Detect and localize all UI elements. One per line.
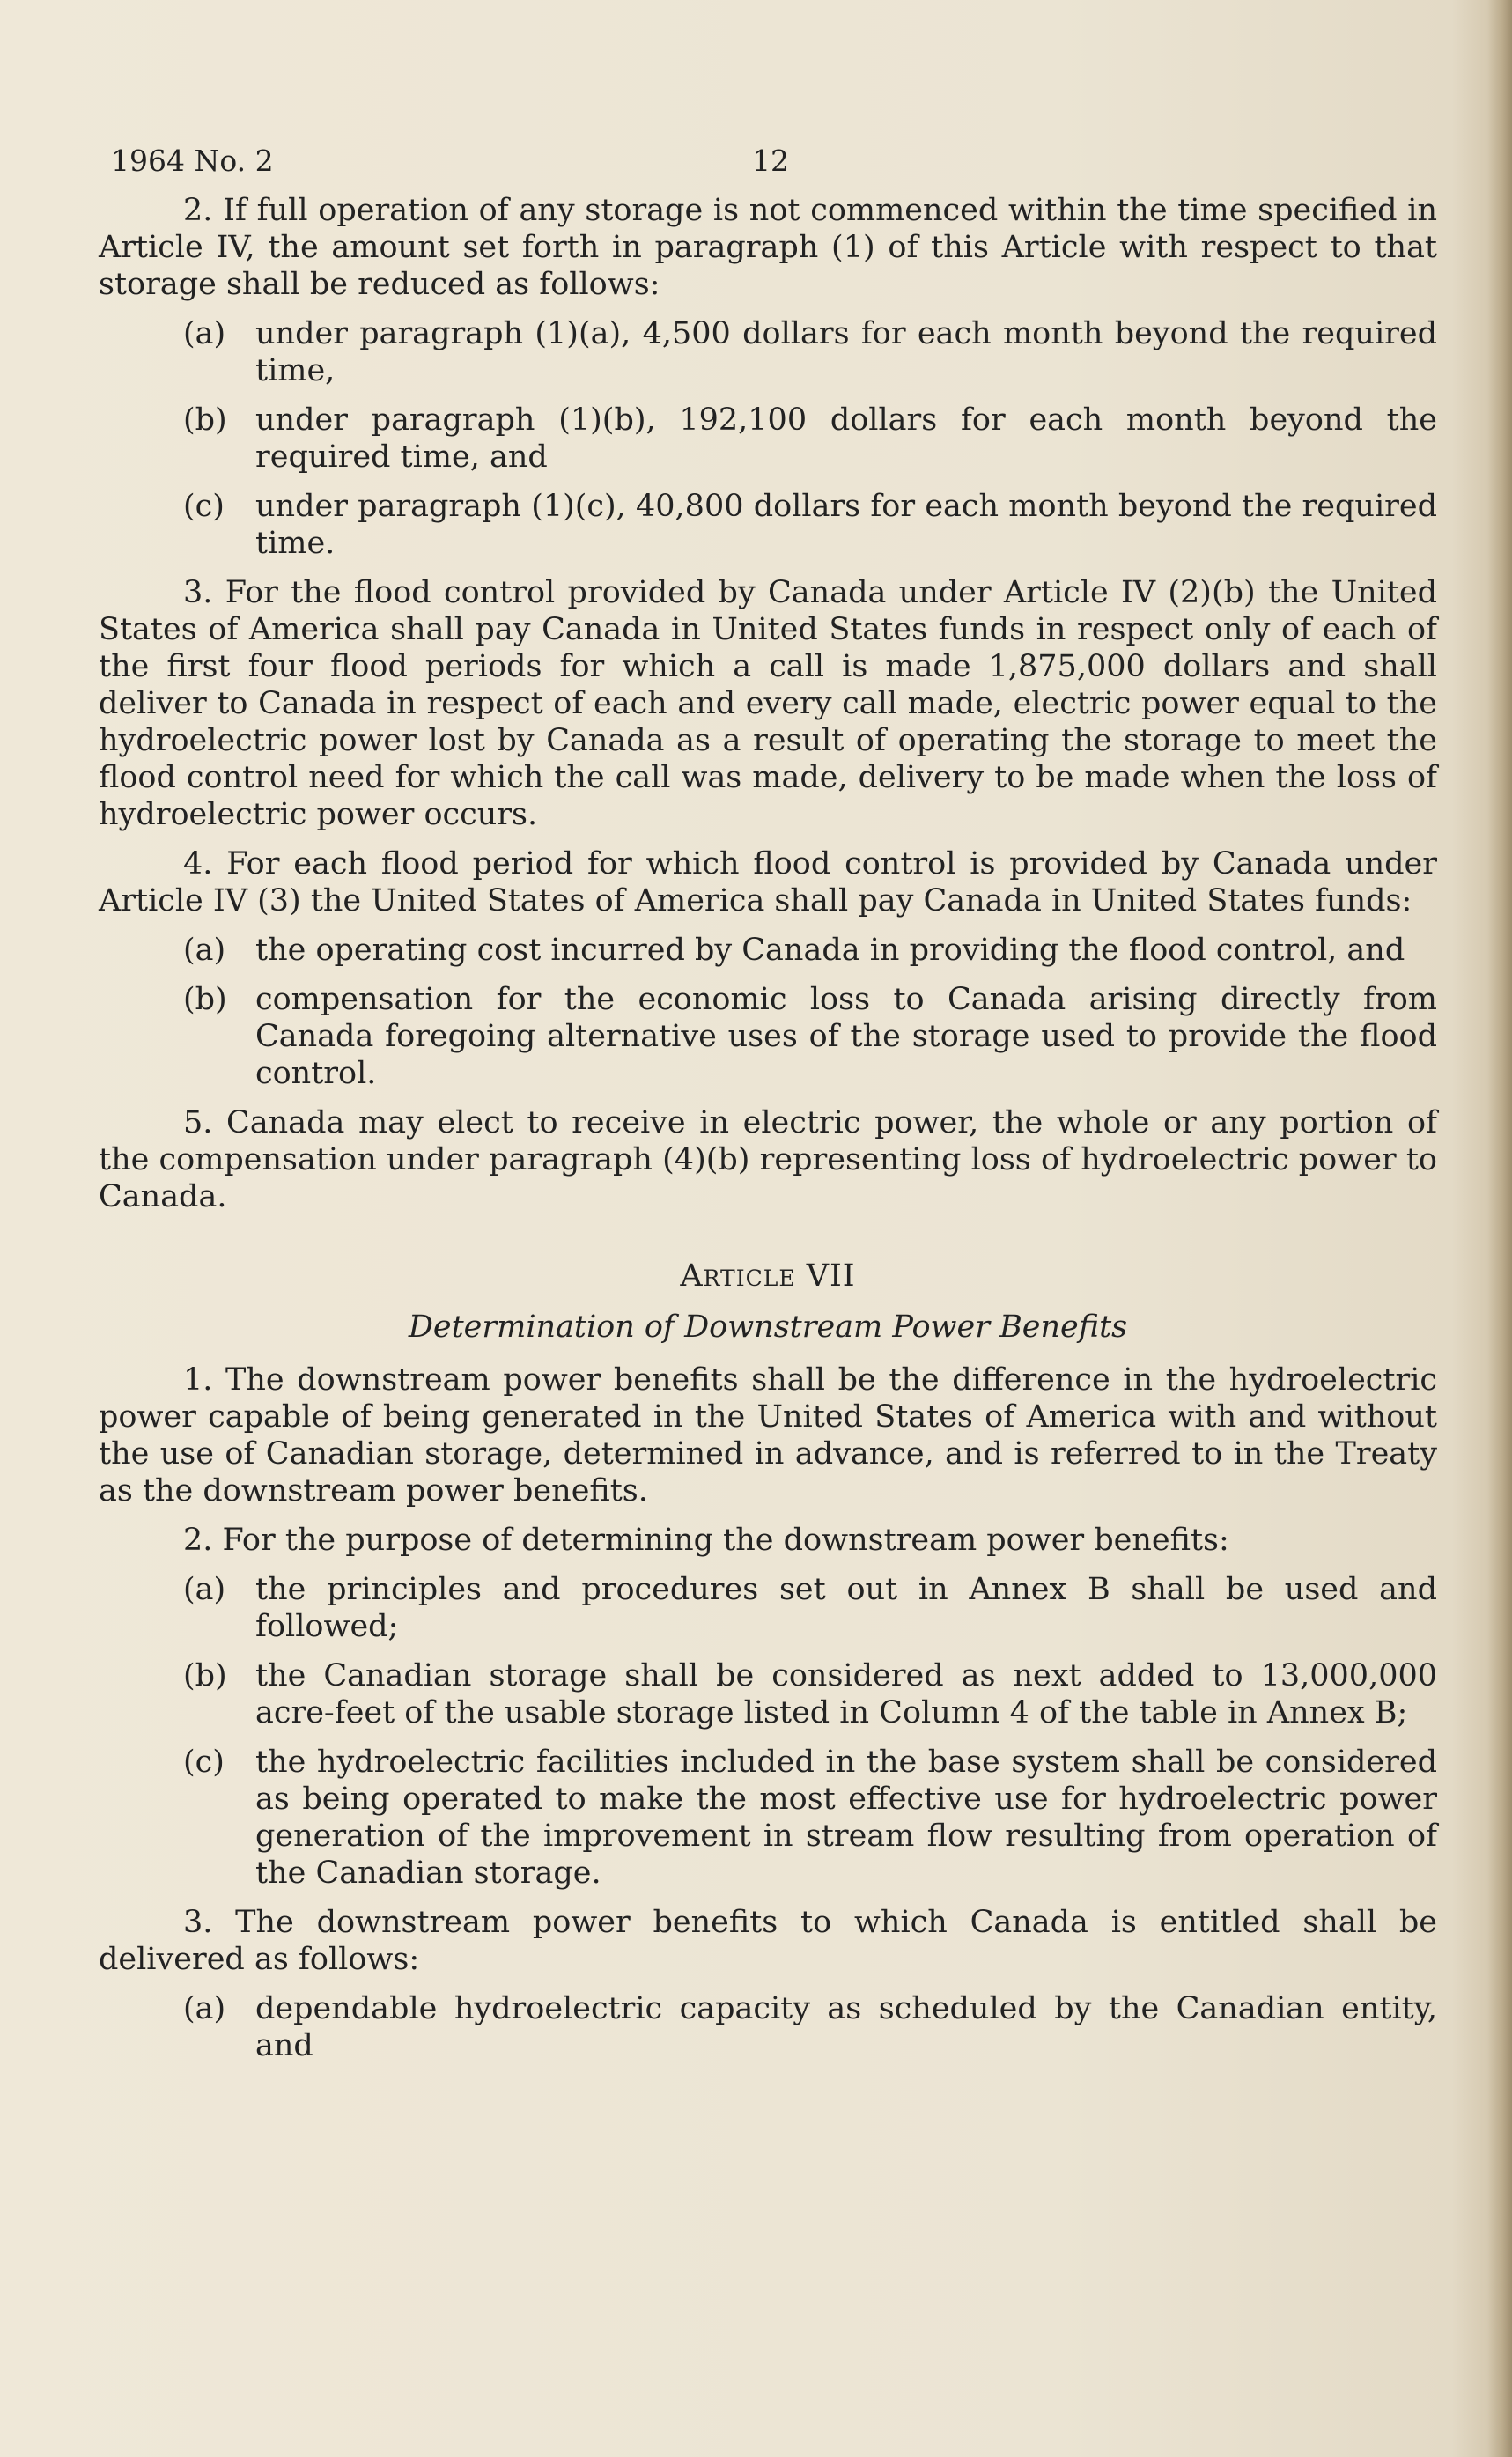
list-item-label: (a) — [183, 933, 226, 968]
list-item-text: under paragraph (1)(a), 4,500 dollars for each month beyond the required time, — [255, 316, 1437, 388]
header-year-number: 1964 No. 2 — [111, 144, 274, 178]
list-item — [183, 1990, 1437, 2064]
list-item — [183, 488, 1437, 562]
list-item-label: (c) — [183, 1745, 225, 1780]
paragraph: 2. For the purpose of determining the downstream power benefits: — [183, 1523, 1229, 1558]
paragraph: 3. The downstream power benefits to which Canada is entitled shall be delivered as follows: — [99, 1905, 1437, 1977]
page-binding-edge — [1487, 0, 1512, 2457]
page-header — [99, 132, 1437, 192]
list-item — [183, 932, 1437, 969]
document-body — [99, 192, 1437, 2064]
list-item-label: (a) — [183, 316, 226, 351]
list-item-label: (b) — [183, 982, 227, 1017]
list-item — [183, 1571, 1437, 1645]
list-item-text: the hydroelectric facilities included in the base system shall be considered as being operated to make the most effective use for hydroelectric power generation of the improvement in stream flow resulting from operation of the Canadian storage. — [255, 1745, 1437, 1891]
page-content — [99, 132, 1437, 2077]
article-subheading: Determination of Downstream Power Benefits — [408, 1310, 1128, 1345]
list-item-text: the operating cost incurred by Canada in providing the flood control, and — [255, 933, 1405, 968]
list-item-text: the principles and procedures set out in Annex B shall be used and followed; — [255, 1572, 1437, 1644]
list-item-label: (b) — [183, 1658, 227, 1693]
paragraph: 4. For each flood period for which flood control is provided by Canada under Article IV (3) the United States of America shall pay Canada in United States funds: — [99, 846, 1437, 919]
list-item-text: compensation for the economic loss to Canada arising directly from Canada foregoing alternative uses of the storage used to provide the flood control. — [255, 982, 1437, 1091]
list-item-text: under paragraph (1)(b), 192,100 dollars for each month beyond the required time, and — [255, 402, 1437, 475]
list-item — [183, 315, 1437, 389]
list-item-text: under paragraph (1)(c), 40,800 dollars for each month beyond the required time. — [255, 489, 1437, 561]
list-item — [183, 1744, 1437, 1892]
list-item — [183, 1657, 1437, 1731]
paragraph: 2. If full operation of any storage is not commenced within the time specified in Article IV, the amount set forth in paragraph (1) of this Article with respect to that storage shall be reduced as follows: — [99, 193, 1437, 302]
list-item-text: dependable hydroelectric capacity as scheduled by the Canadian entity, and — [255, 1991, 1437, 2063]
paragraph: 5. Canada may elect to receive in electric power, the whole or any portion of the compensation under paragraph (4)(b) representing loss of hydroelectric power to Canada. — [99, 1105, 1437, 1214]
list-item-label: (a) — [183, 1991, 226, 2026]
list-item-label: (c) — [183, 489, 225, 524]
list-item — [183, 402, 1437, 476]
list-item-text: the Canadian storage shall be considered as next added to 13,000,000 acre-feet of the usable storage listed in Column 4 of the table in Annex B; — [255, 1658, 1437, 1730]
paragraph: 1. The downstream power benefits shall be the difference in the hydroelectric power capable of being generated in the United States of America with and without the use of Canadian storage, determined in advance, and is referred to in the Treaty as the downstream power benefits. — [99, 1362, 1437, 1509]
list-item-label: (b) — [183, 402, 227, 438]
paragraph: 3. For the flood control provided by Canada under Article IV (2)(b) the United States of America shall pay Canada in United States funds in respect only of each of the first four flood periods for which a call is made 1,875,000 dollars and shall deliver to Canada in respect of each and every call made, electric power equal to the hydroelectric power lost by Canada as a result of operating the storage to meet the flood control need for which the call was made, delivery to be made when the loss of hydroelectric power occurs. — [99, 575, 1437, 832]
article-heading: Article VII — [680, 1258, 856, 1294]
page-number: 12 — [752, 144, 789, 178]
list-item-label: (a) — [183, 1572, 226, 1607]
list-item — [183, 981, 1437, 1092]
